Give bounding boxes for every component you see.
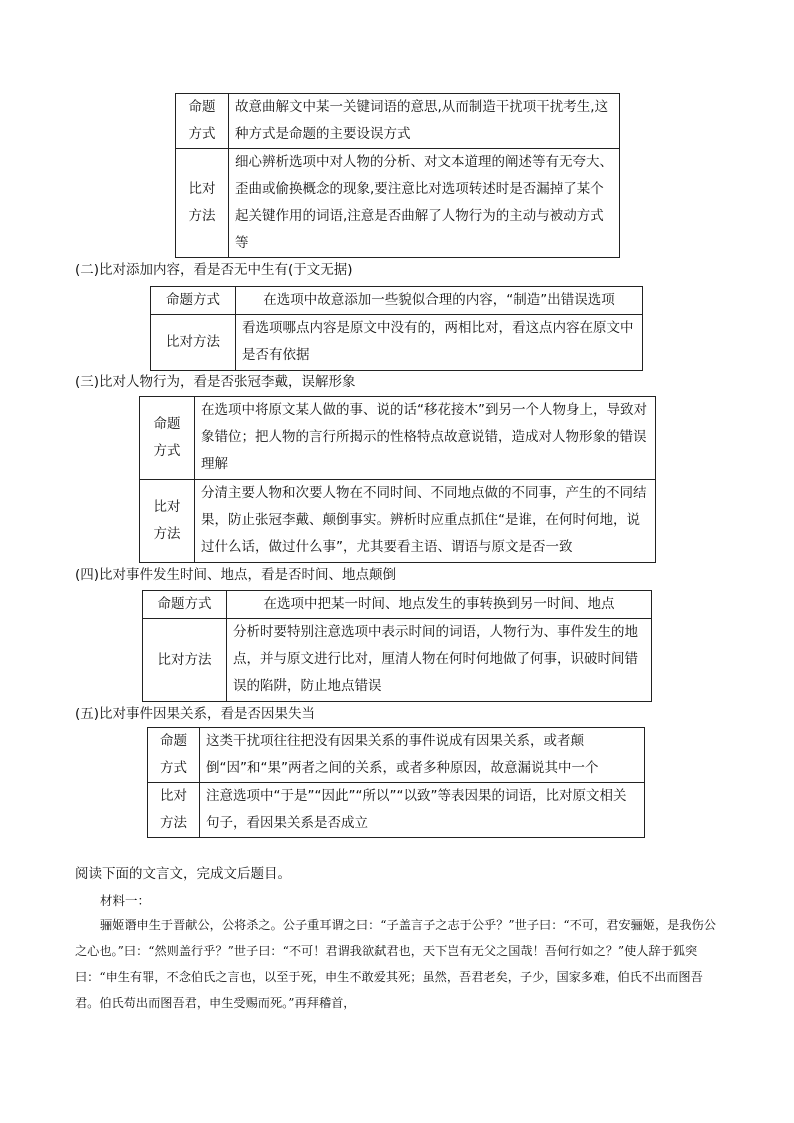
row-text: 分析时要特别注意选项中表示时间的词语，人物行为、事件发生的地点，并与原文进行比对，厘清人物在何时何地做了何事，识破时间错误的陷阱，防止地点错误	[227, 619, 652, 702]
table-row	[143, 591, 652, 619]
row-label: 比对方法	[151, 315, 236, 371]
table-row	[176, 149, 620, 258]
row-text: 注意选项中“于是”“因此”“所以”“以致”等表因果的词语，比对原文相关句子，看因果关系是否成立	[200, 783, 645, 838]
row-text: 细心辨析选项中对人物的分析、对文本道理的阐述等有无夸大、歪曲或偷换概念的现象,要注意比对选项转述时是否漏掉了某个起关键作用的词语,注意是否曲解了人物行为的主动与被动方式等	[229, 149, 620, 258]
row-label: 命题方式	[143, 591, 227, 619]
row-text: 这类干扰项往往把没有因果关系的事件说成有因果关系，或者颠倒“因”和“果”两者之间的关系，或者多种原因，故意漏说其中一个	[200, 728, 645, 783]
row-label: 比对 方法	[140, 480, 195, 563]
material-label: 材料一：	[100, 893, 151, 908]
row-label: 命题 方式	[176, 94, 229, 149]
row-text: 在选项中把某一时间、地点发生的事转换到另一时间、地点	[227, 591, 652, 619]
table-row	[176, 94, 620, 149]
reading-instruction: 阅读下面的文言文，完成文后题目。	[75, 866, 291, 882]
row-label: 比对 方法	[176, 149, 229, 258]
row-text: 在选项中将原文某人做的事、说的话“移花接木”到另一个人物身上，导致对象错位；把人物的言行所揭示的性格特点故意说错，造成对人物形象的错误理解	[195, 397, 656, 480]
row-text: 在选项中故意添加一些貌似合理的内容，“制造”出错误选项	[236, 287, 643, 315]
row-text: 看选项哪点内容是原文中没有的，两相比对，看这点内容在原文中是否有依据	[236, 315, 643, 371]
section3-heading: (三)比对人物行为，看是否张冠李戴，误解形象	[75, 374, 356, 390]
table-row	[140, 480, 656, 563]
section2-heading: (二)比对添加内容，看是否无中生有(于文无据)	[75, 262, 353, 278]
row-label: 比对方法	[143, 619, 227, 702]
section5-heading: (五)比对事件因果关系，看是否因果失当	[75, 706, 316, 722]
row-text: 分清主要人物和次要人物在不同时间、不同地点做的不同事，产生的不同结果，防止张冠李戴、颠倒事实。辨析时应重点抓住“是谁，在何时何地，说过什么话，做过什么事”，尤其要看主语、谓语与原文是否一致	[195, 480, 656, 563]
section5-table	[147, 727, 645, 838]
table-row	[140, 397, 656, 480]
row-text: 故意曲解文中某一关键词语的意思,从而制造干扰项干扰考生,这种方式是命题的主要设误方式	[229, 94, 620, 149]
table-row	[148, 728, 645, 783]
section3-table	[139, 396, 656, 563]
section4-heading: (四)比对事件发生时间、地点，看是否时间、地点颠倒	[75, 567, 397, 583]
table-row	[151, 287, 643, 315]
table-row	[148, 783, 645, 838]
table-row	[151, 315, 643, 371]
section4-table	[142, 590, 652, 702]
table-row	[143, 619, 652, 702]
classical-passage: 骊姬谮申生于晋献公，公将杀之。公子重耳谓之曰：“子盖言子之志于公乎？”世子曰：“不可，君安骊姬，是我伤公之心也。”曰：“然则盖行乎？”世子曰：“不可！君谓我欲弑君也，天下岂有无父之国哉！吾何行如之？”使人辞于狐突曰：“申生有罪，不念伯氏之言也，以至于死，申生不敢爱其死；虽然，吾君老矣，子少，国家多难，伯氏不出而图吾君。伯氏苟出而图吾君，申生受赐而死。”再拜稽首，	[75, 918, 716, 1010]
section2-table	[150, 286, 643, 371]
row-label: 命题 方式	[140, 397, 195, 480]
row-label: 命题方式	[151, 287, 236, 315]
section1-table	[175, 93, 620, 258]
row-label: 命题 方式	[148, 728, 200, 783]
row-label: 比对 方法	[148, 783, 200, 838]
